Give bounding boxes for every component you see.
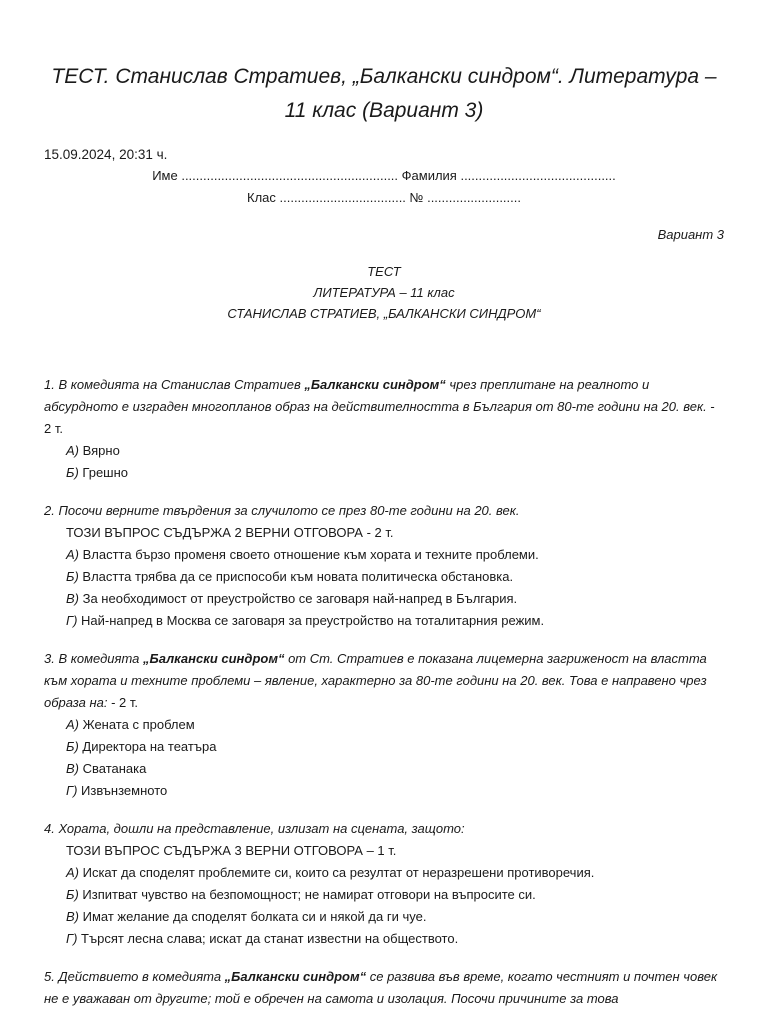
option-text: Жената с проблем [79,717,195,732]
option-letter: В) [66,591,79,606]
option-text: Имат желание да споделят болката си и някой да ги чуе. [79,909,427,924]
question-note: ТОЗИ ВЪПРОС СЪДЪРЖА 2 ВЕРНИ ОТГОВОРА - 2 т. [66,525,394,540]
answer-option[interactable] [44,610,724,632]
test-header-line-2: ЛИТЕРАТУРА – 11 клас [313,285,455,300]
option-letter: Г) [66,783,78,798]
option-letter: А) [66,443,79,458]
option-text: Търсят лесна слава; искат да станат известни на обществото. [77,931,459,946]
timestamp: 15.09.2024, 20:31 ч. [44,147,168,162]
answer-option[interactable] [44,862,724,884]
question-4 [44,818,724,950]
document-title: ТЕСТ. Станислав Стратиев, „Балкански синдром“. Литература – 11 клас (Вариант 3) [51,65,717,122]
option-text: За необходимост от преустройство се заговаря най-напред в България. [79,591,518,606]
answer-option[interactable] [44,462,724,484]
variant-label: Вариант 3 [657,227,724,242]
question-text-part: от Ст. Стратиев е показана лицемерна загриженост на властта към хората и техните проблеми – явление, характерно за 80-те години на 20. век. Това е направено чрез образа на: [44,651,707,710]
question-1 [44,374,724,484]
test-header-line-1: ТЕСТ [367,264,401,279]
test-header-line-3: СТАНИСЛАВ СТРАТИЕВ, „БАЛКАНСКИ СИНДРОМ“ [227,306,541,321]
answer-option[interactable] [44,566,724,588]
option-letter: Г) [66,931,78,946]
question-points: - 2 т. [111,695,138,710]
option-text: Най-напред в Москва се заговаря за преустройство на тоталитарния режим. [77,613,545,628]
questions-list [44,374,724,1010]
question-5 [44,966,724,1010]
test-header [0,261,768,324]
answer-option[interactable] [44,780,724,802]
question-text-part: се развива във време, когато честният и почтен човек не е уважаван от другите; той е обречен на самота и изолация. Посочи причините за това [44,969,718,1006]
option-letter: В) [66,761,79,776]
question-2 [44,500,724,632]
option-letter: А) [66,865,79,880]
play-title: „Балкански синдром“ [304,377,446,392]
answer-option[interactable] [44,714,724,736]
answer-option[interactable] [44,928,724,950]
class-fields: Клас ................................... № .......................... [247,190,521,205]
question-text-part: 3. В комедията [44,651,143,666]
option-text: Изпитват чувство на безпомощност; не намират отговори на въпросите си. [78,887,536,902]
option-text: Грешно [78,465,129,480]
option-letter: Г) [66,613,78,628]
question-text [44,374,724,440]
play-title: „Балкански синдром“ [224,969,367,984]
option-letter: В) [66,909,79,924]
answer-option[interactable] [44,906,724,928]
option-text: Искат да споделят проблемите си, които са резултат от неразрешени противоречия. [79,865,595,880]
option-letter: А) [66,717,79,732]
answer-option[interactable] [44,758,724,780]
option-letter: Б) [66,887,79,902]
question-note: ТОЗИ ВЪПРОС СЪДЪРЖА 3 ВЕРНИ ОТГОВОРА – 1 т. [66,843,397,858]
option-letter: Б) [66,739,79,754]
option-letter: Б) [66,465,79,480]
question-text: 2. Посочи верните твърдения за случилото се през 80-те години на 20. век. [44,503,520,518]
answer-option[interactable] [44,588,724,610]
option-text: Вярно [79,443,120,458]
answer-option[interactable] [44,544,724,566]
option-letter: А) [66,547,79,562]
option-text: Властта трябва да се приспособи към новата политическа обстановка. [78,569,514,584]
answer-option[interactable] [44,440,724,462]
question-3 [44,648,724,802]
option-text: Властта бързо променя своето отношение към хората и техните проблеми. [79,547,539,562]
answer-option[interactable] [44,736,724,758]
option-text: Извънземното [77,783,168,798]
play-title: „Балкански синдром“ [143,651,285,666]
question-text [44,648,724,714]
question-text-part: 5. Действието в комедията [44,969,225,984]
option-text: Директора на театъра [78,739,217,754]
question-points: - 2 т. [44,399,715,436]
option-text: Сватанака [79,761,147,776]
question-text-part: 1. В комедията на Станислав Стратиев [44,377,305,392]
question-text [44,966,724,1010]
name-fields: Име ............................................................ Фамилия ........................................... [152,168,616,183]
question-text-part: чрез преплитане на реалното и абсурдното е изграден многопланов образ на действителността в България от 80-те години на 20. век. [44,377,707,414]
option-letter: Б) [66,569,79,584]
question-text: 4. Хората, дошли на представление, излизат на сцената, защото: [44,821,465,836]
answer-option[interactable] [44,884,724,906]
